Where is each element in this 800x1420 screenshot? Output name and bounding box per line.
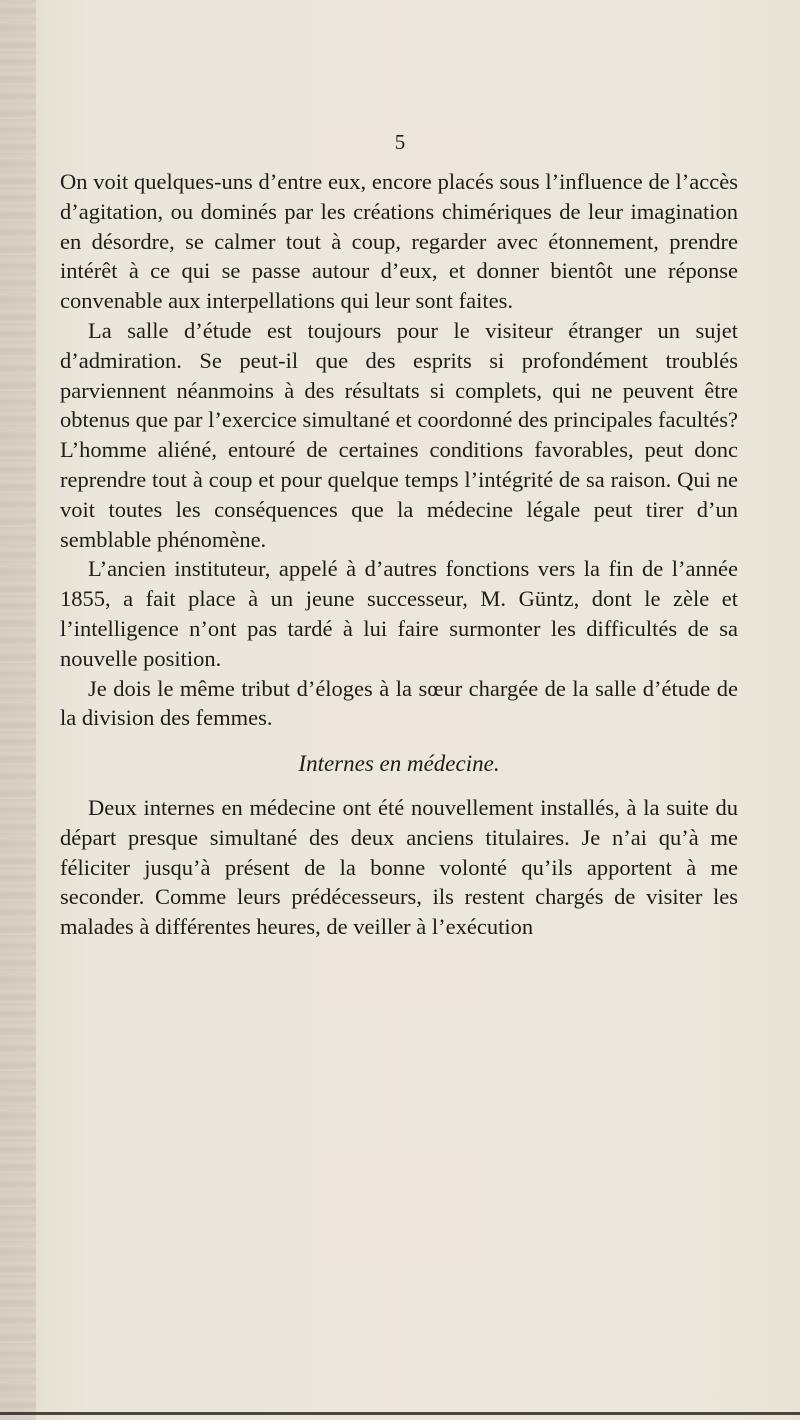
body-text	[60, 167, 738, 942]
page-number: 5	[394, 130, 406, 154]
paragraph: On voit quelques-uns d’entre eux, encore placés sous l’influence de l’accès d’agitation, ou dominés par les créations chimériques de leur imagination en désordre, se calmer tout à coup, regarder avec étonnement, prendre intérêt à ce qui se passe autour d’eux, et donner bientôt une réponse convenable aux interpellations qui leur sont faites.	[60, 169, 738, 314]
bottom-rule	[0, 1412, 800, 1415]
page-gutter-edge	[0, 0, 36, 1420]
paragraph: L’ancien instituteur, appelé à d’autres fonctions vers la fin de l’année 1855, a fait place à un jeune successeur, M. Güntz, dont le zèle et l’intelligence n’ont pas tardé à lui faire surmonter les difficultés de sa nouvelle position.	[60, 556, 738, 671]
paragraph: La salle d’étude est toujours pour le visiteur étranger un sujet d’admiration. Se peut-il que des esprits si profondément troublés parviennent néanmoins à des résultats si complets, qui ne peuvent être obtenus que par l’exercice simultané et coordonné des principales facultés? L’homme aliéné, entouré de certaines conditions favorables, peut donc reprendre tout à coup et pour quelque temps l’intégrité de sa raison. Qui ne voit toutes les conséquences que la médecine légale peut tirer d’un semblable phénomène.	[60, 317, 738, 552]
section-heading: Internes en médecine.	[298, 751, 500, 777]
paragraph: Je dois le même tribut d’éloges à la sœur chargée de la salle d’étude de la division des femmes.	[60, 675, 738, 731]
paragraph: Deux internes en médecine ont été nouvellement installés, à la suite du départ presque simultané des deux anciens titulaires. Je n’ai qu’à me féliciter jusqu’à présent de la bonne volonté qu’ils apportent à me seconder. Comme leurs prédécesseurs, ils restent chargés de visiter les malades à différentes heures, de veiller à l’exécution	[60, 794, 738, 940]
